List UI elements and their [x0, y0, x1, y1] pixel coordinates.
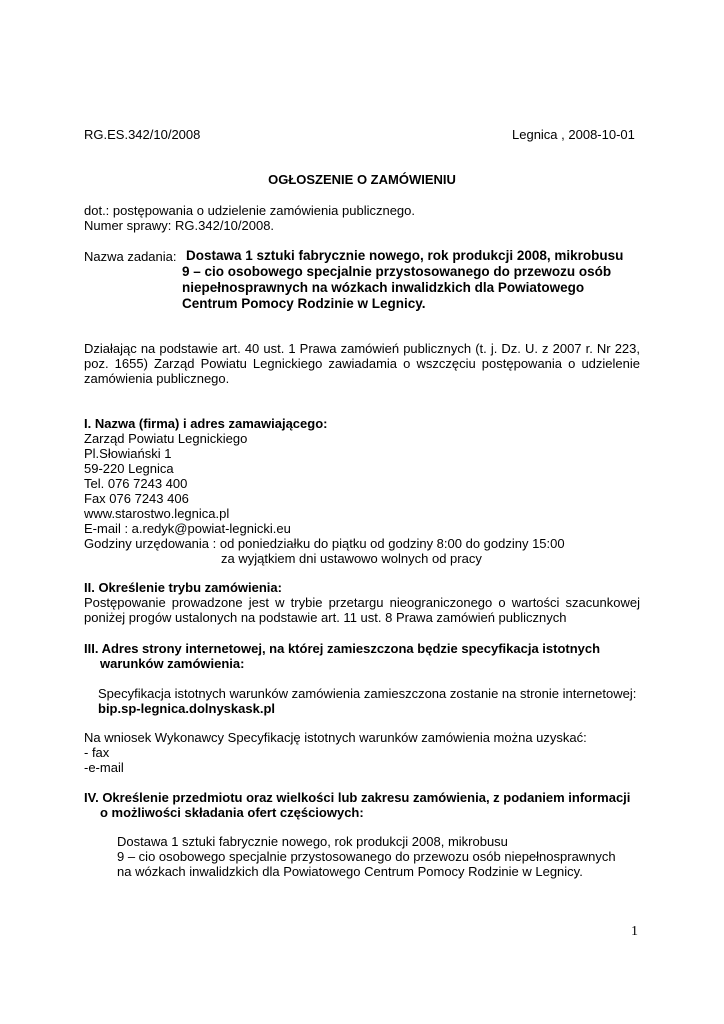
section-2-heading: II. Określenie trybu zamówienia: — [84, 580, 282, 595]
specification-url: bip.sp-legnica.dolnyskask.pl — [98, 701, 275, 716]
basis-line-2: poz. 1655) Zarząd Powiatu Legnickiego zawiadamia o wszczęciu postępowania o udzielenie — [84, 356, 640, 371]
task-line-1: Dostawa 1 sztuki fabrycznie nowego, rok produkcji 2008, mikrobusu — [186, 248, 624, 263]
reference-number: RG.ES.342/10/2008 — [84, 127, 201, 142]
procedure-line-1: Postępowanie prowadzone jest w trybie przetargu nieograniczonego o wartości szacunkowej — [84, 595, 640, 610]
task-line-3: niepełnosprawnych na wózkach inwalidzkich dla Powiatowego — [182, 280, 585, 295]
subject-line-1: Dostawa 1 sztuki fabrycznie nowego, rok produkcji 2008, mikrobusu — [117, 834, 508, 849]
request-option-email: -e-mail — [84, 760, 124, 775]
section-4-heading-cont: o możliwości składania ofert częściowych: — [100, 805, 364, 820]
section-4-heading: IV. Określenie przedmiotu oraz wielkości lub zakresu zamówienia, z podaniem informacji — [84, 790, 631, 805]
ordering-party-street: Pl.Słowiański 1 — [84, 446, 172, 461]
request-option-fax: - fax — [84, 745, 110, 760]
subject-line-2: 9 – cio osobowego specjalnie przystosowanego do przewozu osób niepełnosprawnych — [117, 849, 616, 864]
subject-line-3: na wózkach inwalidzkich dla Powiatowego Centrum Pomocy Rodzinie w Legnicy. — [117, 864, 583, 879]
section-1-heading: I. Nazwa (firma) i adres zamawiającego: — [84, 416, 328, 431]
document-title: OGŁOSZENIE O ZAMÓWIENIU — [268, 172, 456, 187]
ordering-party-email: E-mail : a.redyk@powiat-legnicki.eu — [84, 521, 291, 536]
section-3-heading: III. Adres strony internetowej, na której zamieszczona będzie specyfikacja istotnych — [84, 641, 601, 656]
intro-line-2: Numer sprawy: RG.342/10/2008. — [84, 218, 275, 233]
page-number: 1 — [631, 924, 638, 939]
procedure-line-2: poniżej progów ustalonych na podstawie art. 11 ust. 8 Prawa zamówień publicznych — [84, 610, 567, 625]
section-3-heading-cont: warunków zamówienia: — [100, 656, 245, 671]
office-hours-note: za wyjątkiem dni ustawowo wolnych od pracy — [221, 551, 482, 566]
place-date: Legnica , 2008-10-01 — [512, 127, 635, 142]
ordering-party-name: Zarząd Powiatu Legnickiego — [84, 431, 248, 446]
request-info: Na wniosek Wykonawcy Specyfikację istotnych warunków zamówienia można uzyskać: — [84, 730, 587, 745]
basis-line-1: Działając na podstawie art. 40 ust. 1 Prawa zamówień publicznych (t. j. Dz. U. z 2007 r. Nr 223, — [84, 341, 640, 356]
ordering-party-fax: Fax 076 7243 406 — [84, 491, 189, 506]
basis-line-3: zamówienia publicznego. — [84, 371, 230, 386]
ordering-party-phone: Tel. 076 7243 400 — [84, 476, 188, 491]
ordering-party-website: www.starostwo.legnica.pl — [84, 506, 230, 521]
intro-line-1: dot.: postępowania o udzielenie zamówienia publicznego. — [84, 203, 415, 218]
office-hours: Godziny urzędowania : od poniedziałku do piątku od godziny 8:00 do godziny 15:00 — [84, 536, 565, 551]
task-line-4: Centrum Pomocy Rodzinie w Legnicy. — [182, 296, 426, 311]
specification-info: Specyfikacja istotnych warunków zamówienia zamieszczona zostanie na stronie internetowej: — [98, 686, 637, 701]
task-line-2: 9 – cio osobowego specjalnie przystosowanego do przewozu osób — [182, 264, 612, 279]
ordering-party-city: 59-220 Legnica — [84, 461, 174, 476]
task-label: Nazwa zadania: — [84, 249, 177, 264]
